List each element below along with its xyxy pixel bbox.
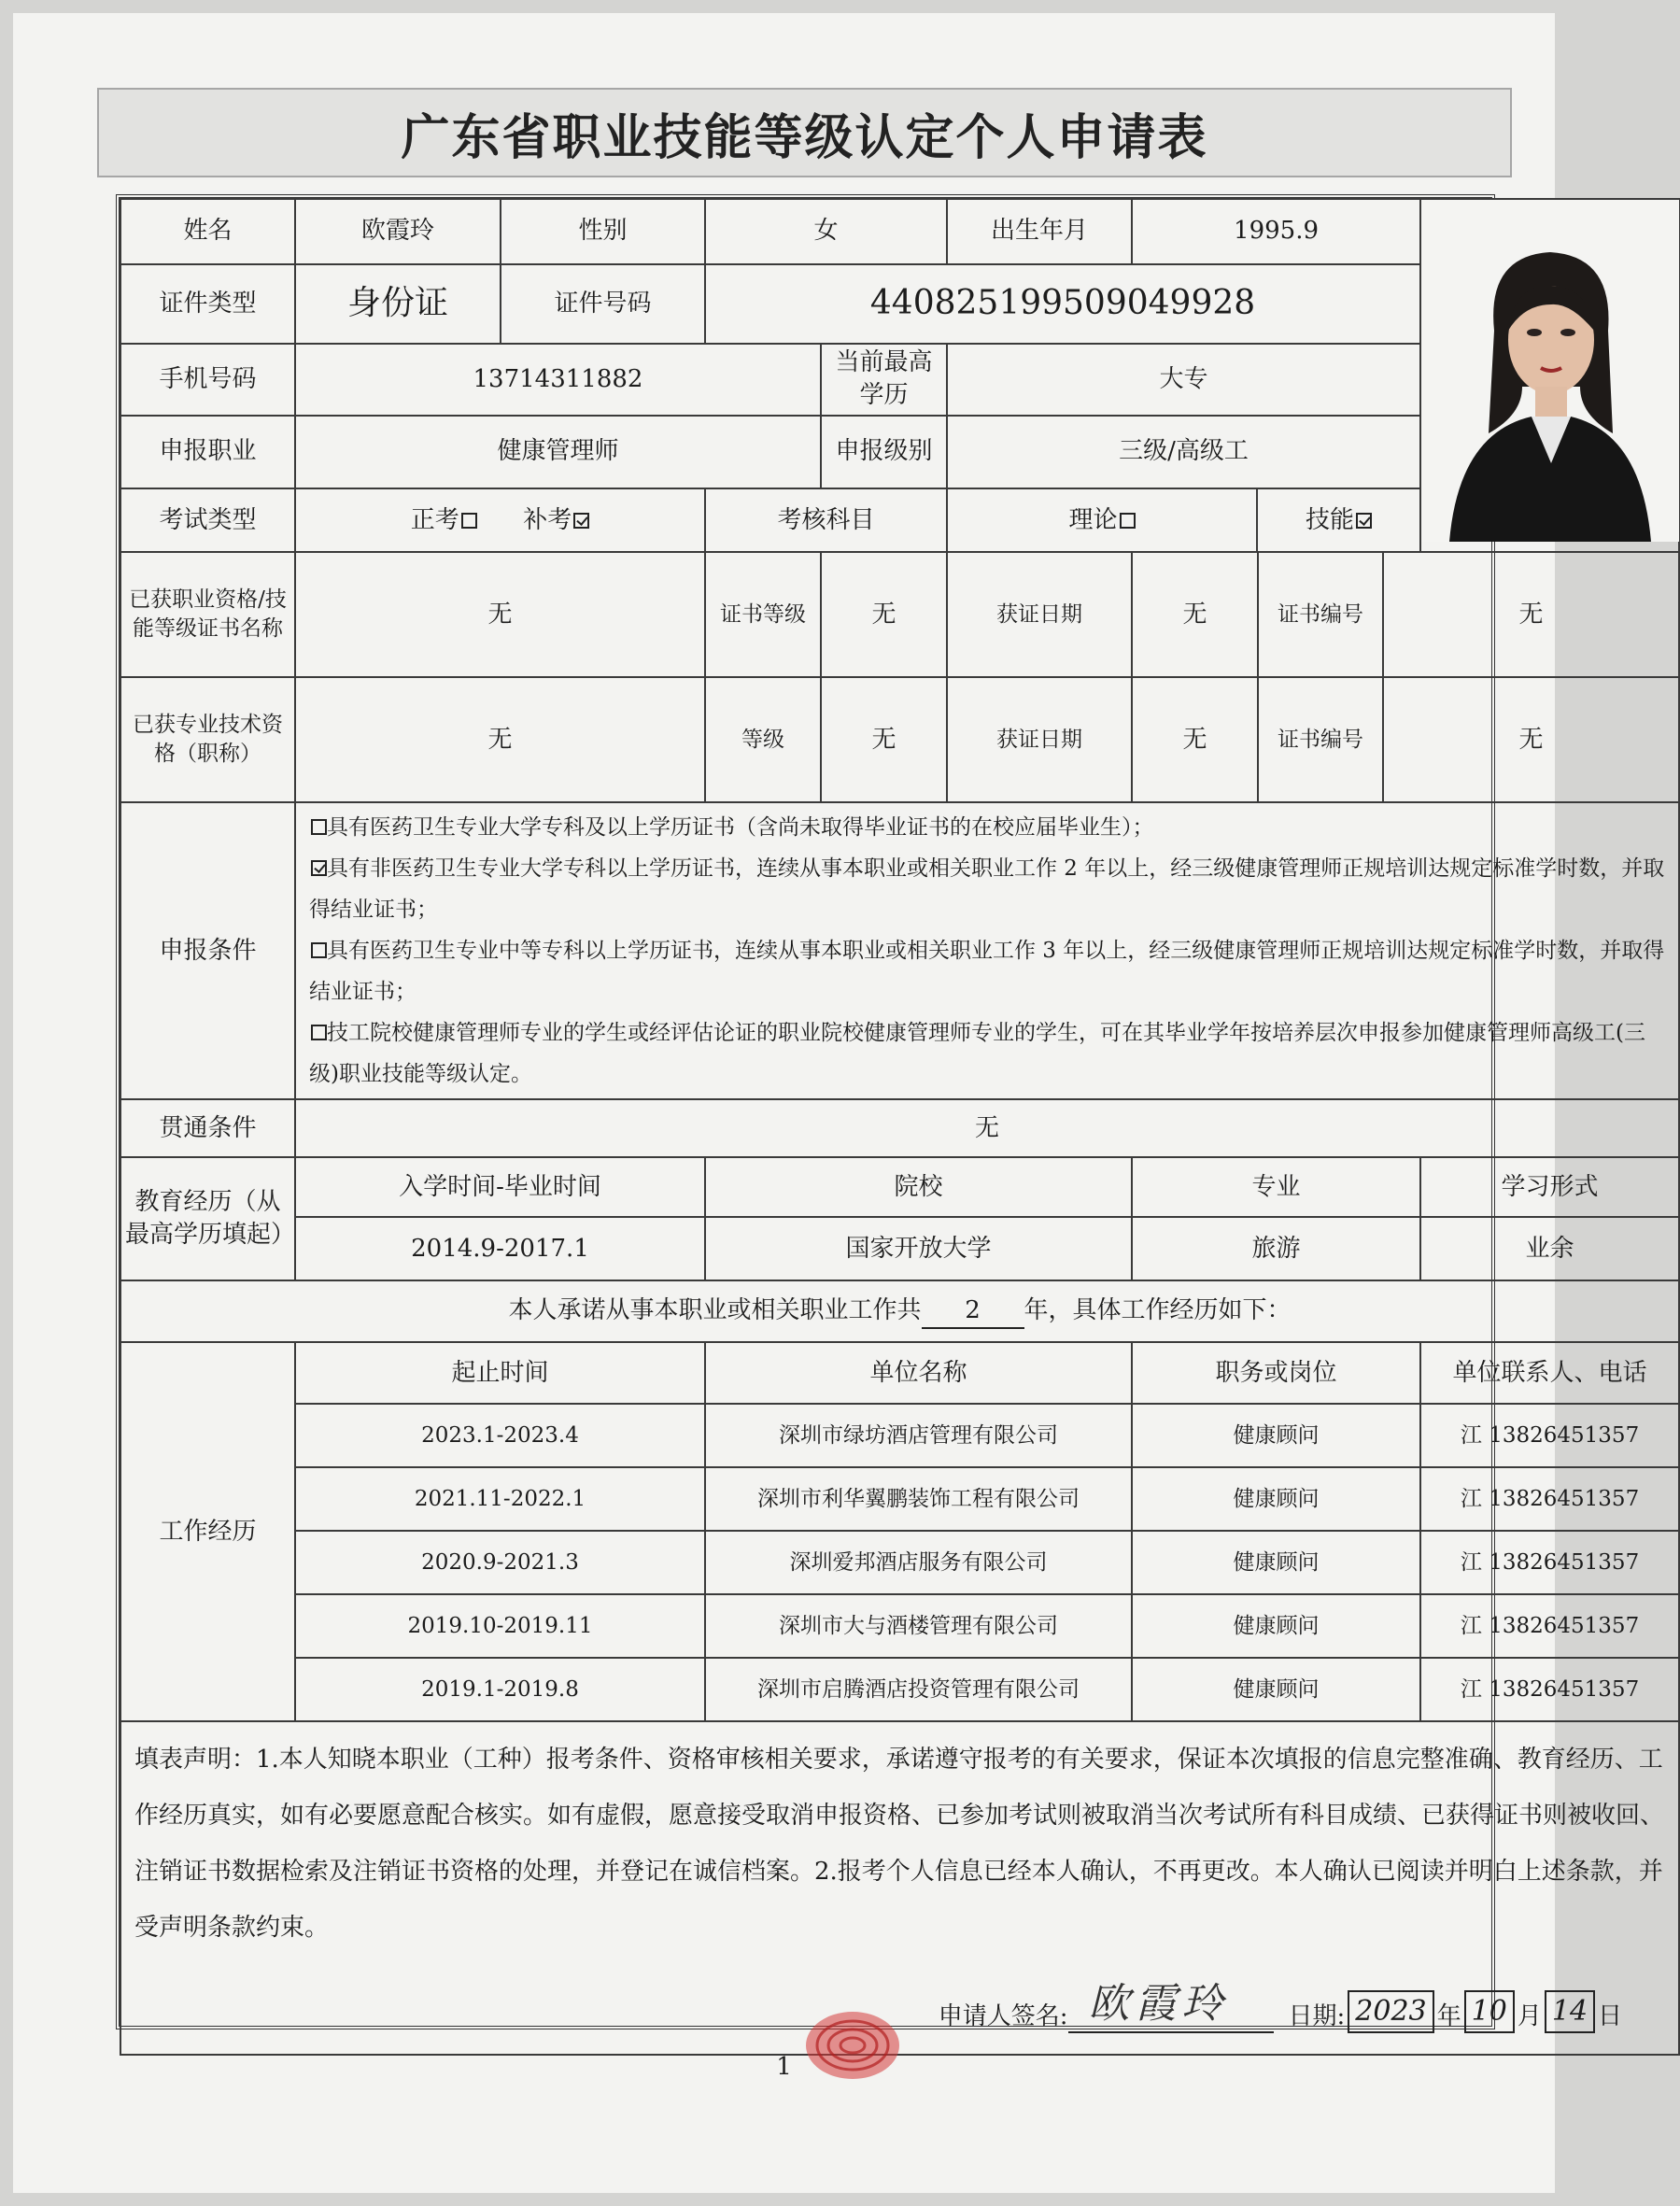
condition-item [309, 807, 1665, 848]
declaration-cell [120, 1721, 1679, 2055]
tech-date-value[interactable]: 无 [1132, 677, 1258, 802]
year-unit: 年 [1436, 2002, 1461, 2030]
tech-number-label: 证书编号 [1258, 677, 1383, 802]
birth-value[interactable]: 1995.9 [1132, 199, 1420, 264]
cert-number-label: 证书编号 [1258, 552, 1383, 677]
makeup-exam-checkbox[interactable] [573, 513, 589, 529]
tech-grade-value[interactable]: 无 [821, 677, 947, 802]
table-row [120, 1404, 1679, 1467]
month-unit: 月 [1517, 2002, 1542, 2030]
exam-type-options [295, 488, 705, 552]
application-form [116, 194, 1665, 2030]
commitment-row [120, 1280, 1679, 1342]
tech-title-label: 已获专业技术资格（职称） [120, 677, 295, 802]
name-label: 姓名 [120, 199, 295, 264]
conditions-list [295, 802, 1679, 1099]
condition-text-4: 技工院校健康管理师专业的学生或经评估论证的职业院校健康管理师专业的学生，可在其毕业学年按培养层次申报参加健康管理师高级工(三级)职业技能等级认定。 [309, 1021, 1645, 1087]
through-value[interactable]: 无 [295, 1099, 1679, 1157]
work-header-contact: 单位联系人、电话 [1420, 1342, 1679, 1404]
condition-checkbox-2[interactable] [311, 860, 327, 876]
work-position[interactable]: 健康顾问 [1132, 1467, 1420, 1531]
work-period[interactable]: 2020.9-2021.3 [295, 1531, 705, 1594]
condition-item [309, 848, 1665, 930]
date-month-field[interactable]: 10 [1464, 1990, 1515, 2033]
work-header-position: 职务或岗位 [1132, 1342, 1420, 1404]
theory-label: 理论 [1068, 505, 1118, 534]
work-position[interactable]: 健康顾问 [1132, 1658, 1420, 1721]
gender-label: 性别 [501, 199, 705, 264]
makeup-exam-label: 补考 [523, 505, 572, 534]
signature-field[interactable] [1068, 1975, 1274, 2033]
work-period[interactable]: 2019.10-2019.11 [295, 1594, 705, 1658]
work-contact[interactable]: 江 13826451357 [1420, 1531, 1679, 1594]
occupation-label: 申报职业 [120, 416, 295, 489]
id-type-value[interactable]: 身份证 [295, 264, 501, 344]
condition-checkbox-1[interactable] [311, 819, 327, 835]
date-day-field[interactable]: 14 [1545, 1990, 1595, 2033]
work-position[interactable]: 健康顾问 [1132, 1404, 1420, 1467]
signature-label: 申请人签名: [938, 2002, 1068, 2030]
education-level-label: 当前最高学历 [821, 344, 947, 416]
cert-grade-value[interactable]: 无 [821, 552, 947, 677]
level-value[interactable]: 三级/高级工 [947, 416, 1420, 489]
day-unit: 日 [1598, 2002, 1623, 2030]
work-header-company: 单位名称 [705, 1342, 1132, 1404]
edu-header-mode: 学习形式 [1420, 1157, 1679, 1217]
work-header-period: 起止时间 [295, 1342, 705, 1404]
through-label: 贯通条件 [120, 1099, 295, 1157]
handwritten-signature: 欧霞玲 [1088, 1979, 1229, 2028]
work-position[interactable]: 健康顾问 [1132, 1594, 1420, 1658]
cert-grade-label: 证书等级 [705, 552, 821, 677]
tech-grade-label: 等级 [705, 677, 821, 802]
cert-date-value[interactable]: 无 [1132, 552, 1258, 677]
condition-text-3: 具有医药卫生专业中等专科以上学历证书，连续从事本职业或相关职业工作 3 年以上，经三级健康管理师正规培训达规定标准学时数，并取得结业证书； [309, 939, 1665, 1005]
cert-date-label: 获证日期 [947, 552, 1132, 677]
name-value[interactable]: 欧霞玲 [295, 199, 501, 264]
edu-major[interactable]: 旅游 [1132, 1217, 1420, 1280]
work-contact[interactable]: 江 13826451357 [1420, 1658, 1679, 1721]
gender-value[interactable]: 女 [705, 199, 947, 264]
declaration-text: 填表声明：1.本人知晓本职业（工种）报考条件、资格审核相关要求，承诺遵守报考的有关要求，保证本次填报的信息完整准确、教育经历、工作经历真实，如有必要愿意配合核实。如有虚假，愿意接受取消申报资格、已参加考试则被取消当次考试所有科目成绩、已获得证书则被收回、注销证书数据检索及注销证书资格的处理，并登记在诚信档案。2.报考个人信息已经本人确认，不再更改。本人确认已阅读并明白上述条款，并受声明条款约束。 [134, 1746, 1665, 1943]
cert-name-label: 已获职业资格/技能等级证书名称 [120, 552, 295, 677]
work-label: 工作经历 [120, 1342, 295, 1721]
id-number-value[interactable]: 440825199509049928 [705, 264, 1420, 344]
work-company[interactable]: 深圳市大与酒楼管理有限公司 [705, 1594, 1132, 1658]
condition-checkbox-3[interactable] [311, 942, 327, 958]
commitment-suffix: 年，具体工作经历如下： [1024, 1295, 1292, 1324]
education-label: 教育经历（从最高学历填起） [120, 1157, 295, 1280]
form-title: 广东省职业技能等级认定个人申请表 [97, 88, 1512, 177]
education-level-value[interactable]: 大专 [947, 344, 1420, 416]
phone-value[interactable]: 13714311882 [295, 344, 821, 416]
work-company[interactable]: 深圳爱邦酒店服务有限公司 [705, 1531, 1132, 1594]
id-number-label: 证件号码 [501, 264, 705, 344]
edu-header-school: 院校 [705, 1157, 1132, 1217]
commitment-years[interactable]: 2 [922, 1294, 1024, 1329]
applicant-photo [1421, 200, 1678, 551]
subject-label: 考核科目 [705, 488, 947, 552]
id-type-label: 证件类型 [120, 264, 295, 344]
cert-number-value[interactable]: 无 [1383, 552, 1679, 677]
work-company[interactable]: 深圳市利华翼鹏装饰工程有限公司 [705, 1467, 1132, 1531]
form-table [120, 198, 1680, 2056]
page-number: 1 [776, 2053, 792, 2081]
tech-date-label: 获证日期 [947, 677, 1132, 802]
exam-type-label: 考试类型 [120, 488, 295, 552]
regular-exam-label: 正考 [410, 505, 459, 534]
skill-label: 技能 [1306, 505, 1355, 534]
occupation-value[interactable]: 健康管理师 [295, 416, 821, 489]
cert-name-value[interactable]: 无 [295, 552, 705, 677]
level-label: 申报级别 [821, 416, 947, 489]
phone-label: 手机号码 [120, 344, 295, 416]
work-period[interactable]: 2019.1-2019.8 [295, 1658, 705, 1721]
birth-label: 出生年月 [947, 199, 1132, 264]
work-contact[interactable]: 江 13826451357 [1420, 1404, 1679, 1467]
regular-exam-checkbox[interactable] [461, 513, 477, 529]
edu-header-major: 专业 [1132, 1157, 1420, 1217]
work-company[interactable]: 深圳市启腾酒店投资管理有限公司 [705, 1658, 1132, 1721]
photo-cell [1420, 199, 1679, 552]
work-company[interactable]: 深圳市绿坊酒店管理有限公司 [705, 1404, 1132, 1467]
condition-text-1: 具有医药卫生专业大学专科及以上学历证书（含尚未取得毕业证书的在校应届毕业生）； [327, 815, 1154, 841]
theory-option [947, 488, 1257, 552]
work-period[interactable]: 2021.11-2022.1 [295, 1467, 705, 1531]
edu-header-period: 入学时间-毕业时间 [295, 1157, 705, 1217]
table-row [120, 1531, 1679, 1594]
table-row [120, 1658, 1679, 1721]
tech-number-value[interactable]: 无 [1383, 677, 1679, 802]
edu-school[interactable]: 国家开放大学 [705, 1217, 1132, 1280]
condition-item [309, 930, 1665, 1012]
conditions-label: 申报条件 [120, 802, 295, 1099]
work-position[interactable]: 健康顾问 [1132, 1531, 1420, 1594]
date-year-field[interactable]: 2023 [1348, 1990, 1433, 2033]
table-row [120, 1467, 1679, 1531]
edu-period[interactable]: 2014.9-2017.1 [295, 1217, 705, 1280]
condition-text-2: 具有非医药卫生专业大学专科以上学历证书，连续从事本职业或相关职业工作 2 年以上，经三级健康管理师正规培训达规定标准学时数，并取得结业证书； [309, 856, 1665, 923]
skill-checkbox[interactable] [1356, 513, 1372, 529]
work-period[interactable]: 2023.1-2023.4 [295, 1404, 705, 1467]
signature-row [939, 1975, 1622, 2033]
work-contact[interactable]: 江 13826451357 [1420, 1594, 1679, 1658]
skill-option [1257, 488, 1420, 552]
condition-item [309, 1012, 1665, 1095]
tech-title-value[interactable]: 无 [295, 677, 705, 802]
work-contact[interactable]: 江 13826451357 [1420, 1467, 1679, 1531]
table-row [120, 1594, 1679, 1658]
date-label: 日期: [1288, 2002, 1346, 2030]
edu-mode[interactable]: 业余 [1420, 1217, 1679, 1280]
commitment-prefix: 本人承诺从事本职业或相关职业工作共 [508, 1295, 922, 1324]
condition-checkbox-4[interactable] [311, 1025, 327, 1040]
theory-checkbox[interactable] [1120, 513, 1136, 529]
